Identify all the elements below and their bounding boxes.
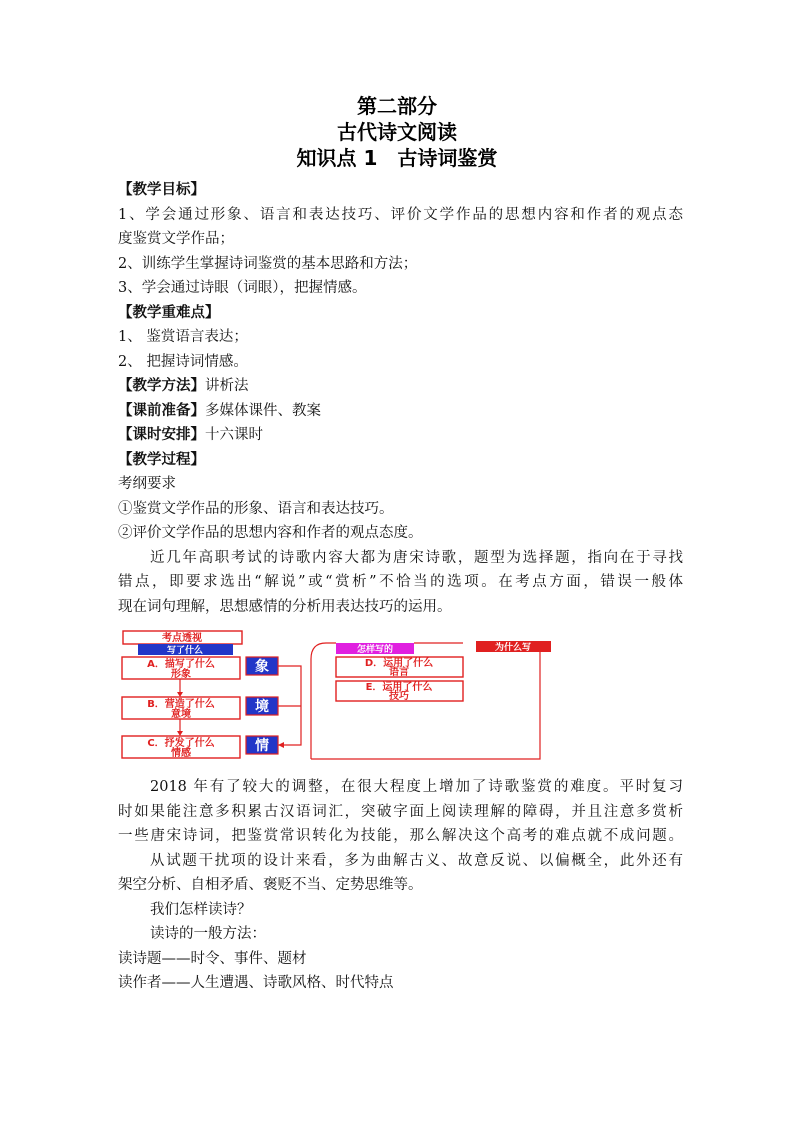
goal-line: 3、学会通过诗眼（词眼），把握情感。 bbox=[118, 280, 367, 296]
method-value: 讲析法 bbox=[205, 378, 249, 394]
method-row bbox=[118, 374, 683, 399]
time-label: 【课时安排】 bbox=[118, 427, 205, 443]
tag-xiang-text: 象 bbox=[255, 659, 269, 675]
method-line: 读作者——人生遭遇、诗歌风格、时代特点 bbox=[118, 975, 394, 991]
part-title: 第二部分 bbox=[357, 94, 437, 118]
diagram-header-text: 考点透视 bbox=[162, 633, 202, 644]
prep-row bbox=[118, 399, 683, 424]
paragraph-line: 时如果能注意多积累古汉语词汇，突破字面上阅读理解的障碍，并且注意多赏析 bbox=[118, 803, 683, 820]
key-points-heading: 【教学重难点】 bbox=[118, 304, 220, 321]
mid-box-e-line2: 技巧 bbox=[389, 691, 409, 702]
question-line: 我们怎样读诗？ bbox=[150, 901, 252, 918]
key-point-line: 1、 鉴赏语言表达； bbox=[118, 329, 248, 345]
paragraph-line: 2018 年有了较大的调整，在很大程度上增加了诗歌鉴赏的难度。平时复习 bbox=[150, 779, 683, 795]
left-box-a-line2: 形象 bbox=[171, 669, 191, 680]
arrow-a-b-head bbox=[177, 692, 183, 697]
what-written-text: 写了什么 bbox=[166, 646, 204, 656]
arrow-b-c-head bbox=[177, 731, 183, 736]
left-box-c-line1: C．抒发了什么 bbox=[147, 738, 215, 749]
methods-intro-line: 读诗的一般方法： bbox=[150, 926, 266, 942]
paragraph-line: 错点，即要求选出“解说”或“赏析”不恰当的选项。在考点方面，错误一般体 bbox=[118, 574, 683, 590]
time-value: 十六课时 bbox=[205, 427, 263, 443]
left-box-b-line1: B．营造了什么 bbox=[147, 699, 215, 710]
bracket-arrow-head bbox=[278, 742, 284, 748]
goals-heading: 【教学目标】 bbox=[118, 182, 205, 198]
paragraph-line: 近几年高职考试的诗歌内容大都为唐宋诗歌，题型为选择题，指向在于寻找 bbox=[150, 549, 683, 566]
process-heading: 【教学过程】 bbox=[118, 451, 205, 468]
document-body bbox=[118, 178, 683, 996]
tag-jing-text: 境 bbox=[255, 699, 269, 715]
time-row bbox=[118, 423, 683, 448]
diagram-svg bbox=[118, 625, 683, 765]
paragraph-line: 现在词句理解，思想感情的分析用表达技巧的运用。 bbox=[118, 598, 452, 615]
section-title: 古代诗文阅读 bbox=[337, 120, 457, 144]
key-point-line: 2、 把握诗词情感。 bbox=[118, 353, 248, 370]
method-label: 【教学方法】 bbox=[118, 378, 205, 394]
topic-title: 知识点 1 古诗词鉴赏 bbox=[296, 146, 498, 170]
lower-text bbox=[118, 775, 683, 996]
outline-item: ②评价文学作品的思想内容和作者的观点态度。 bbox=[118, 525, 423, 541]
outline-title: 考纲要求 bbox=[118, 476, 176, 492]
goal-line: 2、训练学生掌握诗词鉴赏的基本思路和方法； bbox=[118, 255, 418, 272]
goal-line: 1、学会通过形象、语言和表达技巧、评价文学作品的思想内容和作者的观点态 bbox=[118, 206, 683, 223]
mid-box-e-line1: E．运用了什么 bbox=[365, 682, 433, 693]
tag-qing-text: 情 bbox=[255, 738, 269, 754]
prep-label: 【课前准备】 bbox=[118, 402, 205, 419]
how-written-text: 怎样写的 bbox=[356, 645, 394, 655]
exam-points-diagram bbox=[118, 625, 683, 765]
left-box-b-line2: 意境 bbox=[171, 709, 191, 720]
method-line: 读诗题——时令、事件、题材 bbox=[118, 950, 307, 967]
left-enclosure bbox=[311, 643, 336, 759]
mid-box-d-line2: 语言 bbox=[389, 667, 409, 678]
paragraph-line: 从试题干扰项的设计来看，多为曲解古义、故意反说、以偏概全，此外还有 bbox=[150, 852, 683, 869]
paragraph-line: 架空分析、自相矛盾、褒贬不当、定势思维等。 bbox=[118, 877, 423, 893]
left-box-c-line2: 情感 bbox=[171, 748, 191, 759]
goal-line: 度鉴赏文学作品； bbox=[118, 231, 234, 247]
title-block bbox=[0, 93, 794, 171]
prep-value: 多媒体课件、教案 bbox=[205, 402, 321, 419]
why-written-text: 为什么写 bbox=[494, 643, 532, 653]
outline-item: ①鉴赏文学作品的形象、语言和表达技巧。 bbox=[118, 500, 394, 517]
left-box-a-line1: A．描写了什么 bbox=[147, 659, 215, 670]
mid-box-d-line1: D．运用了什么 bbox=[364, 658, 434, 669]
paragraph-line: 一些唐宋诗词，把鉴赏常识转化为技能，那么解决这个高考的难点就不成问题。 bbox=[118, 828, 683, 844]
